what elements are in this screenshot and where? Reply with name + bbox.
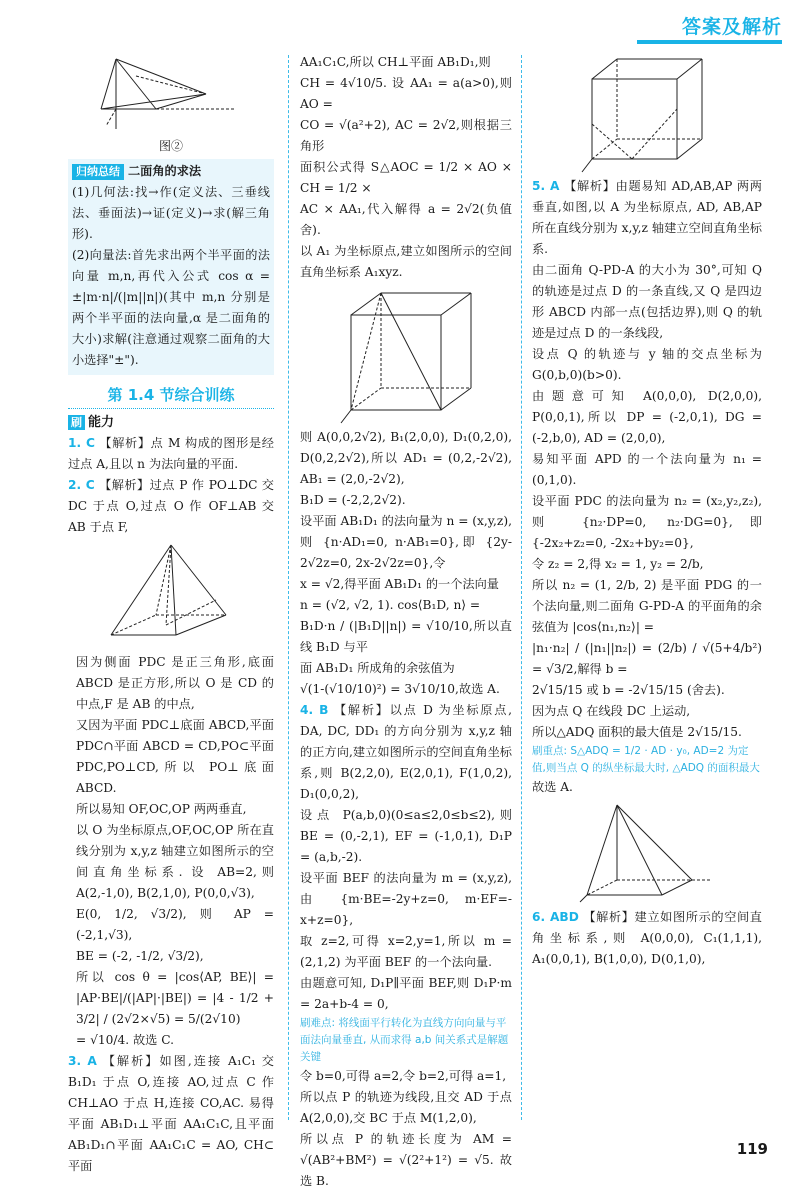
q4-tail-3: 所以点 P 的轨迹长度为 AM = √(AB²+BM²) = √(2²+1²) = √5. 故选 B. — [300, 1132, 512, 1188]
question-1-number: 1. C — [68, 436, 95, 450]
q3-mid-line-6: B₁D·n / (|B₁D||n|) = √10/10,所以直线 B₁D 与平 — [300, 619, 512, 654]
cube-figure-q4 — [572, 54, 722, 174]
summary-line-1: (1)几何法:找→作(定义法、三垂线法、垂面法)→证(定义)→求(解三角形). — [72, 185, 270, 241]
q5-line-3: 设点 Q 的轨迹与 y 轴的交点坐标为 G(0,b,0)(b>0). — [532, 347, 762, 382]
q5-line-9: |n₁·n₂| / (|n₁||n₂|) = (2/b) / √(5+4/b²) = √3/2,解得 b = — [532, 641, 762, 676]
pyramid-figure-2 — [96, 54, 246, 134]
figure-caption: 图② — [158, 139, 183, 153]
q4-line-4: 取 z=2,可得 x=2,y=1,所以 m = (2,1,2) 为平面 BEF 的一个法向量. — [300, 934, 512, 969]
section-title: 第 1.4 节综合训练 — [107, 386, 235, 404]
question-1-text: 【解析】点 M 构成的图形是经过点 A,且以 n 为法向量的平面. — [68, 436, 274, 471]
q3-line-3: CO = √(a²+2), AC = 2√2,则根据三角形 — [300, 118, 512, 153]
header-title: 答案及解析 — [681, 16, 782, 38]
q5-line-7: 令 z₂ = 2,得 x₂ = 1, y₂ = 2/b, — [532, 557, 704, 571]
q5-line-1: 【解析】由题易知 AD,AB,AP 两两垂直,如图,以 A 为坐标原点, AD, AB,AP 所在直线分别为 x,y,z 轴建立空间直角坐标系. — [532, 179, 762, 256]
column-divider-2 — [521, 55, 522, 1120]
q2-line-1: 因为侧面 PDC 是正三角形,底面 ABCD 是正方形,所以 O 是 CD 的中点,F 是 AB 的中点, — [76, 655, 274, 711]
question-2 — [68, 475, 274, 538]
q2-line-8: = √10/4. 故选 C. — [76, 1033, 174, 1047]
column-divider-1 — [288, 55, 289, 1120]
question-3-text: 【解析】如图,连接 A₁C₁ 交 B₁D₁ 于点 O,连接 AO,过点 C 作 CH⊥AO 于点 H,连接 CO,AC. 易得平面 AB₁D₁⊥平面 AA₁C₁C,且平面 AB₁D₁∩平面 AA₁C₁C = AO, CH⊂平面 — [68, 1054, 274, 1173]
q5-line-2: 由二面角 Q-PD-A 的大小为 30°,可知 Q 的轨迹是过点 D 的一条直线,又 Q 是四边形 ABCD 内部一点(包括边界),则 Q 的轨迹是过点 D 的一条线段, — [532, 263, 762, 340]
q2-line-2: 又因为平面 PDC⊥底面 ABCD,平面 PDC∩平面 ABCD = CD,PO⊂平面 PDC,PO⊥CD,所以 PO⊥底面 ABCD. — [76, 718, 274, 795]
q4-line-5: 由题意可知, D₁P∥平面 BEF,则 D₁P·m = 2a+b-4 = 0, — [300, 976, 512, 1011]
ability-tag: 刷 — [68, 415, 85, 430]
q2-line-6: BE = (-2, -1/2, √3/2), — [76, 949, 204, 963]
q3-line-1: AA₁C₁C,所以 CH⊥平面 AB₁D₁,则 — [300, 55, 491, 69]
q3-mid-line-2: B₁D = (-2,2,2√2). — [300, 493, 406, 507]
section-divider — [68, 408, 274, 409]
q5-line-10: 2√15/15 或 b = -2√15/15 (舍去). — [532, 683, 725, 697]
prism-figure-q3 — [331, 285, 481, 425]
q5-line-4: 由题意可知 A(0,0,0), D(2,0,0), P(0,0,1),所以 DP = (-2,0,1), DG = (-2,b,0), AD = (2,0,0), — [532, 389, 762, 445]
question-6-number: 6. ABD — [532, 910, 579, 924]
q3-line-6: 以 A₁ 为坐标原点,建立如图所示的空间直角坐标系 A₁xyz. — [300, 244, 512, 279]
question-4 — [300, 700, 512, 805]
q4-tail-1: 令 b=0,可得 a=2,令 b=2,可得 a=1, — [300, 1069, 507, 1083]
q5-tail: 故选 A. — [532, 780, 573, 794]
column-1 — [68, 52, 274, 1177]
q5-line-6: 设平面 PDC 的法向量为 n₂ = (x₂,y₂,z₂),则 {n₂·DP=0, n₂·DG=0},即 {-2x₂+z₂=0, -2x₂+by₂=0}, — [532, 494, 762, 550]
q2-line-4: 以 O 为坐标原点,OF,OC,OP 所在直线分别为 x,y,z 轴建立如图所示的空间直角坐标系. 设 AB=2,则 A(2,-1,0), B(2,1,0), P(0,0,√3), — [76, 823, 274, 900]
q2-line-7: 所以 cos θ = |cos⟨AP, BE⟩| = |AP·BE|/(|AP|·|BE|) = |4 - 1/2 + 3/2| / (2√2×√5) = 5/(2√10) — [76, 970, 274, 1026]
ability-label: 能力 — [88, 415, 115, 430]
summary-title: 二面角的求法 — [128, 164, 202, 178]
page-number: 119 — [736, 1140, 768, 1158]
q5-line-8: 所以 n₂ = (1, 2/b, 2) 是平面 PDG 的一个法向量,则二面角 G-PD-A 的平面角的余弦值为 |cos⟨n₁,n₂⟩| = — [532, 578, 762, 634]
q2-line-3: 所以易知 OF,OC,OP 两两垂直, — [76, 802, 247, 816]
q6-line-1: 【解析】建立如图所示的空间直角坐标系,则 A(0,0,0), C₁(1,1,1), A₁(0,0,1), B(1,0,0), D(0,1,0), — [532, 910, 762, 966]
q4-tail-2: 所以点 P 的轨迹为线段,且交 AD 于点 A(2,0,0),交 BC 于点 M(1,2,0), — [300, 1090, 512, 1125]
question-1 — [68, 433, 274, 475]
ability-heading — [68, 412, 274, 433]
q4-line-2: 设点 P(a,b,0)(0≤a≤2,0≤b≤2),则 BE = (0,-2,1), EF = (-1,0,1), D₁P = (a,b,-2). — [300, 808, 512, 864]
q5-note: 刷重点: S△ADQ = 1/2 · AD · y₀, AD=2 为定值,则当点 Q 的纵坐标最大时, △ADQ 的面积最大 — [532, 745, 760, 774]
q3-line-5: AC × AA₁,代入解得 a = 2√2(负值舍). — [300, 202, 512, 237]
q4-note: 刷难点: 将线面平行转化为直线方向向量与平面法向量垂直, 从而求得 a,b 间关系式是解题关键 — [300, 1017, 509, 1063]
q4-line-3: 设平面 BEF 的法向量为 m = (x,y,z),由 {m·BE=-2y+z=0, m·EF=-x+z=0}, — [300, 871, 512, 927]
q3-mid-line-7: 面 AB₁D₁ 所成角的余弦值为 — [300, 661, 455, 675]
question-3 — [68, 1051, 274, 1177]
page-header — [632, 6, 782, 46]
q3-mid-line-8: √(1-(√10/10)²) = 3√10/10,故选 A. — [300, 682, 500, 696]
question-5-number: 5. A — [532, 179, 560, 193]
column-2 — [300, 52, 512, 1192]
q5-line-12: 所以△ADQ 面积的最大值是 2√15/15. — [532, 725, 742, 739]
summary-line-2: (2)向量法:首先求出两个半平面的法向量 m,n,再代入公式 cos α = ±|m·n|/(|m||n|)(其中 m,n 分别是两个半平面的法向量,α 是二面角的大小)求解(注意通过观察二面角的大小选择"±"). — [72, 248, 270, 367]
q4-line-1: 【解析】以点 D 为坐标原点, DA, DC, DD₁ 的方向分别为 x,y,z 轴的正方向,建立如图所示的空间直角坐标系,则 B(2,2,0), E(2,0,1), F(1,0,2), D₁(0,0,2), — [300, 703, 512, 801]
header-bar — [637, 40, 782, 44]
question-2-text: 【解析】过点 P 作 PO⊥DC 交 DC 于点 O,过点 O 作 OF⊥AB 交 AB 于点 F, — [68, 478, 274, 534]
q5-line-5: 易知平面 APD 的一个法向量为 n₁ = (0,1,0). — [532, 452, 762, 487]
q3-line-2: CH = 4√10/5. 设 AA₁ = a(a>0),则 AO = — [300, 76, 512, 111]
summary-tag: 归纳总结 — [72, 164, 124, 180]
q3-line-4: 面积公式得 S△AOC = 1/2 × AO × CH = 1/2 × — [300, 160, 512, 195]
q3-mid-line-5: n = (√2, √2, 1). cos⟨B₁D, n⟩ = — [300, 598, 481, 612]
question-6 — [532, 907, 762, 970]
column-3 — [532, 52, 762, 970]
q3-mid-line-1: 则 A(0,0,2√2), B₁(2,0,0), D₁(0,2,0), D(0,2,2√2),所以 AD₁ = (0,2,-2√2), AB₁ = (2,0,-2√2), — [300, 430, 512, 486]
question-4-number: 4. B — [300, 703, 329, 717]
q3-mid-line-3: 设平面 AB₁D₁ 的法向量为 n = (x,y,z),则 {n·AD₁=0, n·AB₁=0},即 {2y-2√2z=0, 2x-2√2z=0},令 — [300, 514, 512, 570]
question-5 — [532, 176, 762, 260]
summary-box — [68, 159, 274, 375]
q5-line-11: 因为点 Q 在线段 DC 上运动, — [532, 704, 691, 718]
pyramid-figure-q5 — [572, 800, 722, 905]
question-2-number: 2. C — [68, 478, 95, 492]
q3-mid-line-4: x = √2,得平面 AB₁D₁ 的一个法向量 — [300, 577, 499, 591]
pyramid-figure-q2 — [96, 540, 246, 650]
question-3-number: 3. A — [68, 1054, 97, 1068]
q2-line-5: E(0, 1/2, √3/2), 则 AP = (-2,1,√3), — [76, 907, 274, 942]
